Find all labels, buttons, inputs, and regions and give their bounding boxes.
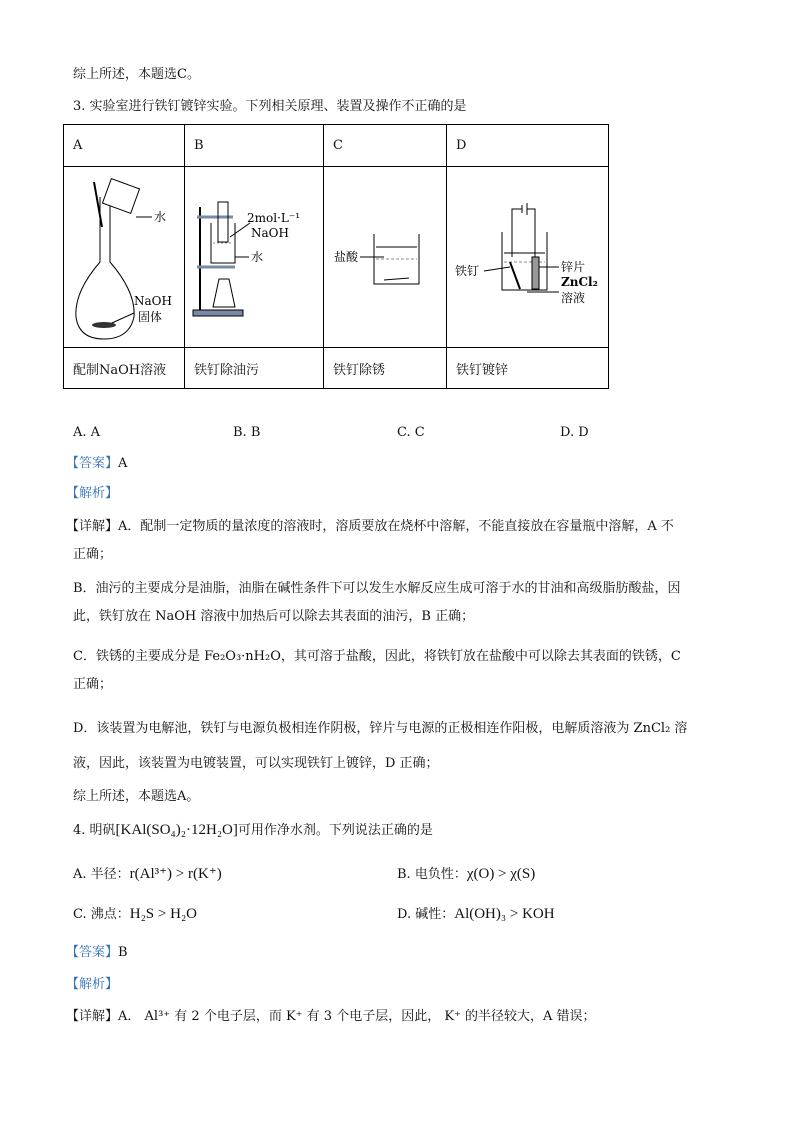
q3-detail-7: 液，因此，该装置为电镀装置，可以实现铁钉上镀锌，D 正确； bbox=[73, 756, 439, 771]
q3-stem: 3. 实验室进行铁钉镀锌实验。下列相关原理、装置及操作不正确的是 bbox=[73, 99, 467, 114]
q4-option-b: B. 电负性：χ(O) > χ(S) bbox=[397, 866, 536, 882]
q3-detail-3: 此，铁钉放在 NaOH 溶液中加热后可以除去其表面的油污，B 正确； bbox=[73, 609, 475, 624]
q3-detail-4: C．铁锈的主要成分是 Fe₂O₃·nH₂O，其可溶于盐酸，因此，将铁钉放在盐酸中可以除去其表面的铁锈，C bbox=[73, 649, 681, 664]
svg-text:锌片: 锌片 bbox=[561, 260, 586, 274]
q3-option-a: A. A bbox=[73, 425, 101, 440]
q4-option-a: A. 半径：r(Al³⁺) > r(K⁺) bbox=[73, 866, 222, 882]
svg-text:NaOH: NaOH bbox=[134, 294, 172, 308]
q3-option-d: D. D bbox=[560, 425, 589, 440]
q3-option-c: C. C bbox=[397, 425, 425, 440]
svg-text:ZnCl₂: ZnCl₂ bbox=[561, 275, 598, 289]
svg-text:NaOH: NaOH bbox=[251, 226, 289, 240]
svg-text:固体: 固体 bbox=[138, 310, 163, 324]
q3-conclusion: 综上所述，本题选A。 bbox=[73, 789, 200, 804]
table-header-c: C bbox=[324, 125, 447, 167]
svg-text:2mol·L⁻¹: 2mol·L⁻¹ bbox=[247, 211, 301, 225]
q3-detail-6: D．该装置为电解池，铁钉与电源负极相连作阴极，锌片与电源的正极相连作阳极，电解质溶液为 ZnCl₂ 溶 bbox=[73, 721, 688, 736]
diagram-c-acid-beaker bbox=[324, 167, 447, 348]
q4-option-c: C. 沸点：H₂S > H₂O bbox=[73, 906, 198, 922]
table-header-d: D bbox=[447, 125, 609, 167]
q3-answer: 【答案】A bbox=[66, 456, 128, 471]
table-header-b: B bbox=[185, 125, 324, 167]
q3-detail-1: 正确； bbox=[73, 547, 113, 562]
label-c: 铁钉除锈 bbox=[324, 348, 447, 389]
q3-option-b: B. B bbox=[233, 425, 261, 440]
diagram-a-volumetric-flask bbox=[64, 167, 185, 348]
q3-detail-0: 【详解】A．配制一定物质的量浓度的溶液时，溶质要放在烧杯中溶解，不能直接放在容量瓶中溶解，A 不 bbox=[66, 519, 674, 534]
label-b: 铁钉除油污 bbox=[185, 348, 324, 389]
q3-analysis-tag: 【解析】 bbox=[66, 486, 119, 501]
svg-text:水: 水 bbox=[154, 210, 167, 224]
svg-text:盐酸: 盐酸 bbox=[334, 250, 359, 264]
svg-text:铁钉: 铁钉 bbox=[455, 264, 480, 278]
table-header-a: A bbox=[64, 125, 185, 167]
q3-detail-2: B．油污的主要成分是油脂，油脂在碱性条件下可以发生水解反应生成可溶于水的甘油和高级脂肪酸盐，因 bbox=[73, 581, 681, 596]
diagram-b-heating-beaker bbox=[185, 167, 324, 348]
q3-options-table bbox=[63, 124, 609, 389]
q4-option-d: D. 碱性：Al(OH)₃ > KOH bbox=[397, 906, 555, 922]
diagram-d-electroplating bbox=[447, 167, 609, 348]
q4-stem: 4. 明矾[KAl(SO₄)₂·12H₂O]可用作净水剂。下列说法正确的是 bbox=[73, 822, 433, 838]
label-a: 配制NaOH溶液 bbox=[64, 348, 185, 389]
svg-text:水: 水 bbox=[251, 250, 264, 264]
q4-answer: 【答案】B bbox=[66, 945, 128, 960]
svg-text:溶液: 溶液 bbox=[561, 291, 586, 305]
label-d: 铁钉镀锌 bbox=[447, 348, 609, 389]
q3-detail-5: 正确； bbox=[73, 677, 113, 692]
intro-conclusion: 综上所述，本题选C。 bbox=[73, 67, 200, 82]
q4-analysis-tag: 【解析】 bbox=[66, 977, 119, 992]
q4-detail: 【详解】A． Al³⁺ 有 2 个电子层，而 K⁺ 有 3 个电子层，因此， K⁺ 的半径较大，A 错误； bbox=[66, 1009, 596, 1024]
